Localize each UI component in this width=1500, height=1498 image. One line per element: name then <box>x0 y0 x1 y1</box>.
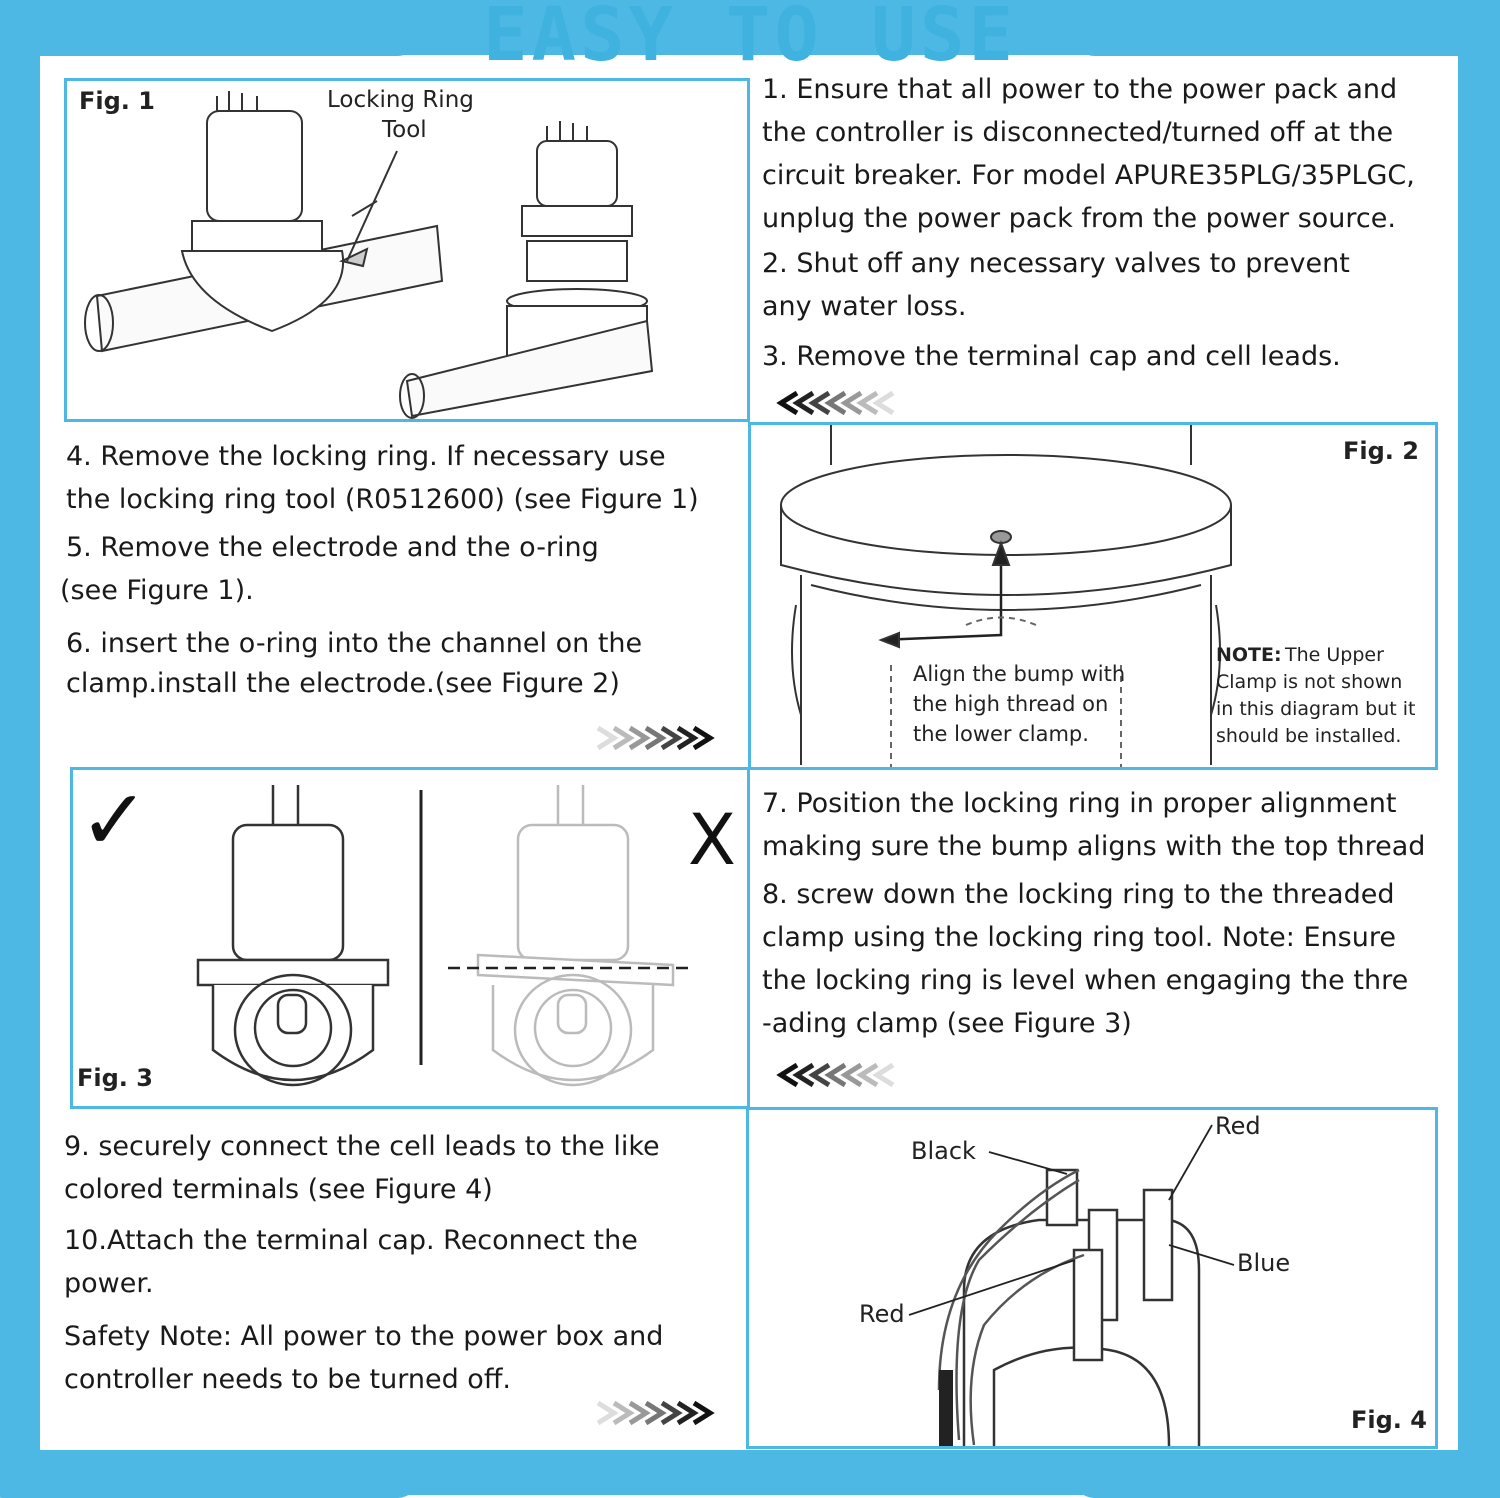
align-note-line: Align the bump with <box>913 662 1126 686</box>
step-text-line: (see Figure 1). <box>60 575 254 606</box>
step-text-line: any water loss. <box>762 291 967 322</box>
step-text-line: unplug the power pack from the power source. <box>762 203 1396 234</box>
step-text-line: 5. Remove the electrode and the o-ring <box>66 532 599 563</box>
align-note-line: the high thread on <box>913 692 1109 716</box>
page-title: EASY TO USE <box>482 0 1018 78</box>
step-text-line: controller needs to be turned off. <box>64 1364 512 1395</box>
note-text-line: should be installed. <box>1216 725 1402 747</box>
figure-4-diagram <box>749 1110 1435 1446</box>
x-mark-icon: X <box>688 799 736 881</box>
step-text-line: 3. Remove the terminal cap and cell leads. <box>762 341 1341 372</box>
right-arrows-icon <box>580 1400 720 1426</box>
step-text-line: 6. insert the o-ring into the channel on the <box>66 628 643 659</box>
wire-label-black: Black <box>911 1137 976 1165</box>
step-text-line: 4. Remove the locking ring. If necessary use <box>66 441 666 472</box>
figure-2-label: Fig. 2 <box>1343 437 1419 465</box>
figure-3-box <box>70 767 750 1109</box>
figure-4-label: Fig. 4 <box>1351 1406 1427 1434</box>
step-text-line: 10.Attach the terminal cap. Reconnect the <box>64 1225 638 1256</box>
step-text-line: 1. Ensure that all power to the power pack and <box>762 74 1398 105</box>
figure-4-box <box>746 1107 1438 1449</box>
note-label: NOTE: <box>1216 644 1282 666</box>
step-text-line: clamp using the locking ring tool. Note: Ensure <box>762 922 1396 953</box>
step-text-line: -ading clamp (see Figure 3) <box>762 1008 1132 1039</box>
step-text-line: 2. Shut off any necessary valves to prevent <box>762 248 1350 279</box>
note-text-line: in this diagram but it <box>1216 698 1416 720</box>
step-text-line: Safety Note: All power to the power box and <box>64 1321 664 1352</box>
step-text-line: the locking ring tool (R0512600) (see Figure 1) <box>66 484 699 515</box>
figure-2-box <box>748 422 1438 770</box>
align-note-line: the lower clamp. <box>913 722 1089 746</box>
bottom-left-bar <box>0 1452 420 1498</box>
step-text-line: 7. Position the locking ring in proper alignment <box>762 788 1397 819</box>
figure-3-label: Fig. 3 <box>77 1064 153 1092</box>
wire-label-red-top: Red <box>1215 1112 1261 1140</box>
wire-label-blue: Blue <box>1237 1249 1291 1277</box>
top-left-bar <box>0 10 420 56</box>
step-text-line: 8. screw down the locking ring to the threaded <box>762 879 1395 910</box>
step-text-line: 9. securely connect the cell leads to the like <box>64 1131 660 1162</box>
step-text-line: the controller is disconnected/turned off at the <box>762 117 1394 148</box>
figure-1-diagram <box>67 81 747 419</box>
right-arrows-icon <box>580 725 720 751</box>
step-text-line: colored terminals (see Figure 4) <box>64 1174 493 1205</box>
note-text-line: Clamp is not shown <box>1216 671 1403 693</box>
left-arrows-icon <box>775 390 915 416</box>
top-right-bar <box>1072 10 1500 56</box>
locking-ring-callout-line2: Tool <box>382 117 427 143</box>
figure-3-diagram <box>73 770 747 1106</box>
step-text-line: the locking ring is level when engaging the thre <box>762 965 1409 996</box>
step-text-line: clamp.install the electrode.(see Figure 2) <box>66 668 620 699</box>
locking-ring-callout-line1: Locking Ring <box>327 87 474 113</box>
left-arrows-icon <box>775 1062 915 1088</box>
check-mark-icon: ✓ <box>79 771 150 869</box>
step-text-line: making sure the bump aligns with the top thread <box>762 831 1426 862</box>
bottom-right-bar <box>1072 1452 1500 1498</box>
note-text-line: The Upper <box>1285 644 1384 666</box>
figure-1-label: Fig. 1 <box>79 87 155 115</box>
wire-label-red-left: Red <box>859 1300 905 1328</box>
step-text-line: power. <box>64 1268 154 1299</box>
step-text-line: circuit breaker. For model APURE35PLG/35PLGC, <box>762 160 1415 191</box>
figure-1-box <box>64 78 750 422</box>
